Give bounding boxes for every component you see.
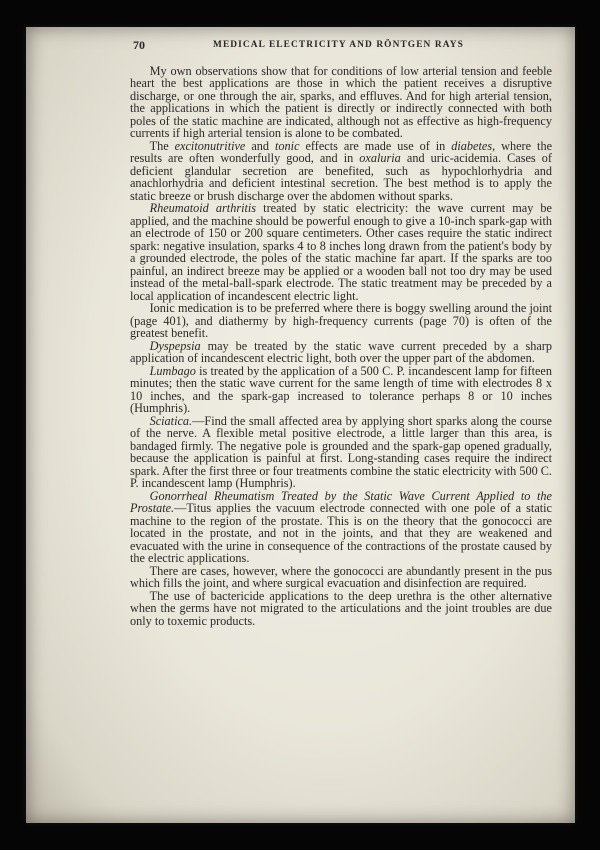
paragraph-ionic-medication: Ionic medication is to be preferred where there is boggy swelling around the joint (page 401), and diathermy by high-frequency currents (page 70) is often of the greatest benefit. [130,301,552,341]
paragraph-excitonutritive: The excitonutritive and tonic effects are made use of in diabetes, where the results are often wonderfully good, and in oxaluria and uric-acidemia. Cases of deficient glandular secretion are benefited, such as hypochlorhydria and anachlorhydria and deficient intestinal secretion. The best method is to apply the static breeze or brush discharge over the abdomen without sparks. [130,138,553,203]
page-number: 70 [133,38,145,52]
paragraph-lumbago: Lumbago is treated by the application of a 500 C. P. incandescent lamp for fifteen minutes; then the static wave current for the same length of time with electrodes 8 x 10 inches, and the spark-gap increased to tolerance perhaps 8 or 10 inches (Humphris). [130,363,552,416]
paragraph-surgical-evacuation: There are cases, however, where the gonococci are abundantly present in the pus which fills the joint, and where surgical evacuation and disinfection are required. [130,563,552,591]
running-head: MEDICAL ELECTRICITY AND RÖNTGEN RAYS [213,40,464,50]
page-header [26,38,575,54]
paragraph-sciatica: Sciatica.—Find the small affected area by applying short sparks along the course of the nerve. A flexible metal positive electrode, a little larger than this area, is bandaged firmly. The negative pole is grounded and the spark-gap opened gradually, because the application is painful at first. Long-standing cases require the indirect spark. After the first three or four treatments combine the static electricity with 500 C. P. incandescent lamp (Humphris). [130,413,552,491]
book-page [26,27,575,823]
paragraph-arterial-tension: My own observations show that for conditions of low arterial tension and feeble heart the best applications are those in which the patient receives a disruptive discharge, or one through the air, sparks, and effluves. And for high arterial tension, the applications in which the patient is directly or indirectly connected with both poles of the static machine are indicated, although not as effective as high-frequency currents if high arterial tension is alone to be combated. [130,64,552,141]
paragraph-bactericide: The use of bactericide applications to the deep urethra is the other alternative when the germs have not migrated to the articulations and the joint troubles are due only to toxemic products. [130,588,552,628]
paragraph-gonorrheal-rheumatism: Gonorrheal Rheumatism Treated by the Static Wave Current Applied to the Prostate.—Titus applies the vacuum electrode connected with one pole of a static machine to the region of the prostate. This is on the theory that the gonococci are located in the prostate, and not in the joints, and that they are weakened and evacuated with the urine in consequence of the contractions of the prostate caused by the electric applications. [130,488,552,565]
page-body [130,65,552,627]
paragraph-dyspepsia: Dyspepsia may be treated by the static wave current preceded by a sharp application of incandescent electric light, both over the upper part of the abdomen. [130,338,552,366]
paragraph-rheumatoid-arthritis: Rheumatoid arthritis treated by static electricity: the wave current may be applied, and the machine should be powerful enough to give a 10-inch spark-gap with an electrode of 150 or 200 square centimeters. Other cases require the static indirect spark: negative insulation, sparks 4 to 8 inches long drawn from the patient's body by a grounded electrode, the poles of the static machine far apart. If the sparks are too painful, an indirect breeze may be applied or a wooden ball not too dry may be used instead of the metal-ball-spark electrode. The static treatment may be preceded by a local application of incandescent electric light. [130,201,552,303]
